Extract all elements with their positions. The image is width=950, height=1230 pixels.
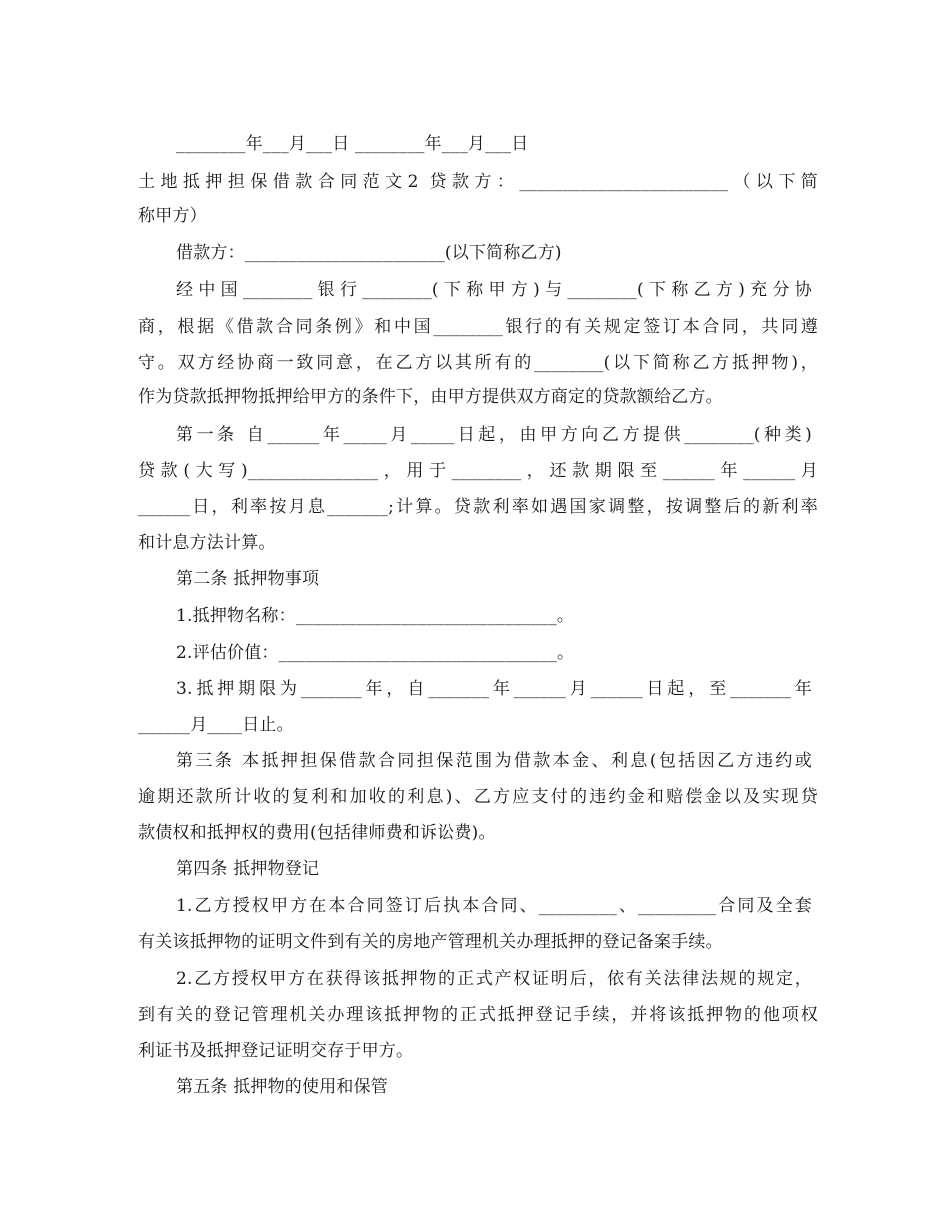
text-line: 第五条 抵押物的使用和保管 [176, 1077, 389, 1097]
text-line: 款债权和抵押权的费用(包括律师费和诉讼费)。 [138, 823, 496, 843]
text-line: 逾期还款所计收的复利和加收的利息)、乙方应支付的违约金和赔偿金以及实现贷 [138, 787, 818, 807]
text-line: ______月____日止。 [138, 715, 294, 735]
text-line: 第一条 自______年_____月_____日起，由甲方向乙方提供________(种类) [176, 425, 812, 445]
date-line: ________年___月___日 ________年___月___日 [176, 134, 529, 154]
text-line: 借款方：_______________________(以下简称乙方) [176, 243, 562, 263]
text-line: 1.抵押物名称：______________________________。 [176, 606, 575, 626]
text-line: 土地抵押担保借款合同范文2 贷款方：________________________（以下简 [138, 172, 818, 192]
text-line: 2.乙方授权甲方在获得该抵押物的正式产权证明后，依有关法律法规的规定， [176, 969, 812, 989]
text-line: 利证书及抵押登记证明交存于甲方。 [138, 1041, 414, 1061]
text-line: 第二条 抵押物事项 [176, 569, 320, 589]
text-line: 和计息方法计算。 [138, 533, 276, 553]
text-line: 2.评估价值：________________________________。 [176, 643, 575, 663]
text-line: 1.乙方授权甲方在本合同签订后执本合同、_________、_________合同及全套 [176, 896, 812, 916]
text-line: 贷款(大写)_______________，用于________，还款期限至______年______月 [138, 461, 818, 481]
text-line: ______日，利率按月息_______;计算。贷款利率如遇国家调整，按调整后的新利率 [138, 497, 818, 517]
text-line: 有关该抵押物的证明文件到有关的房地产管理机关办理抵押的登记备案手续。 [138, 932, 723, 952]
text-line: 到有关的登记管理机关办理该抵押物的正式抵押登记手续，并将该抵押物的他项权 [138, 1005, 818, 1025]
text-line: 守。双方经协商一致同意，在乙方以其所有的________(以下简称乙方抵押物)， [138, 353, 818, 373]
text-line: 经中国________银行________(下称甲方)与________(下称乙方)充分协 [176, 280, 812, 300]
text-line: 第四条 抵押物登记 [176, 859, 320, 879]
text-line: 作为贷款抵押物抵押给甲方的条件下，由甲方提供双方商定的贷款额给乙方。 [138, 387, 723, 407]
text-line: 第三条 本抵押担保借款合同担保范围为借款本金、利息(包括因乙方违约或 [176, 751, 812, 771]
text-line: 3.抵押期限为_______年，自_______年______月______日起，至_______年 [176, 679, 812, 699]
text-line: 商，根据《借款合同条例》和中国________银行的有关规定签订本合同，共同遵 [138, 317, 818, 337]
text-line: 称甲方） [138, 206, 207, 226]
